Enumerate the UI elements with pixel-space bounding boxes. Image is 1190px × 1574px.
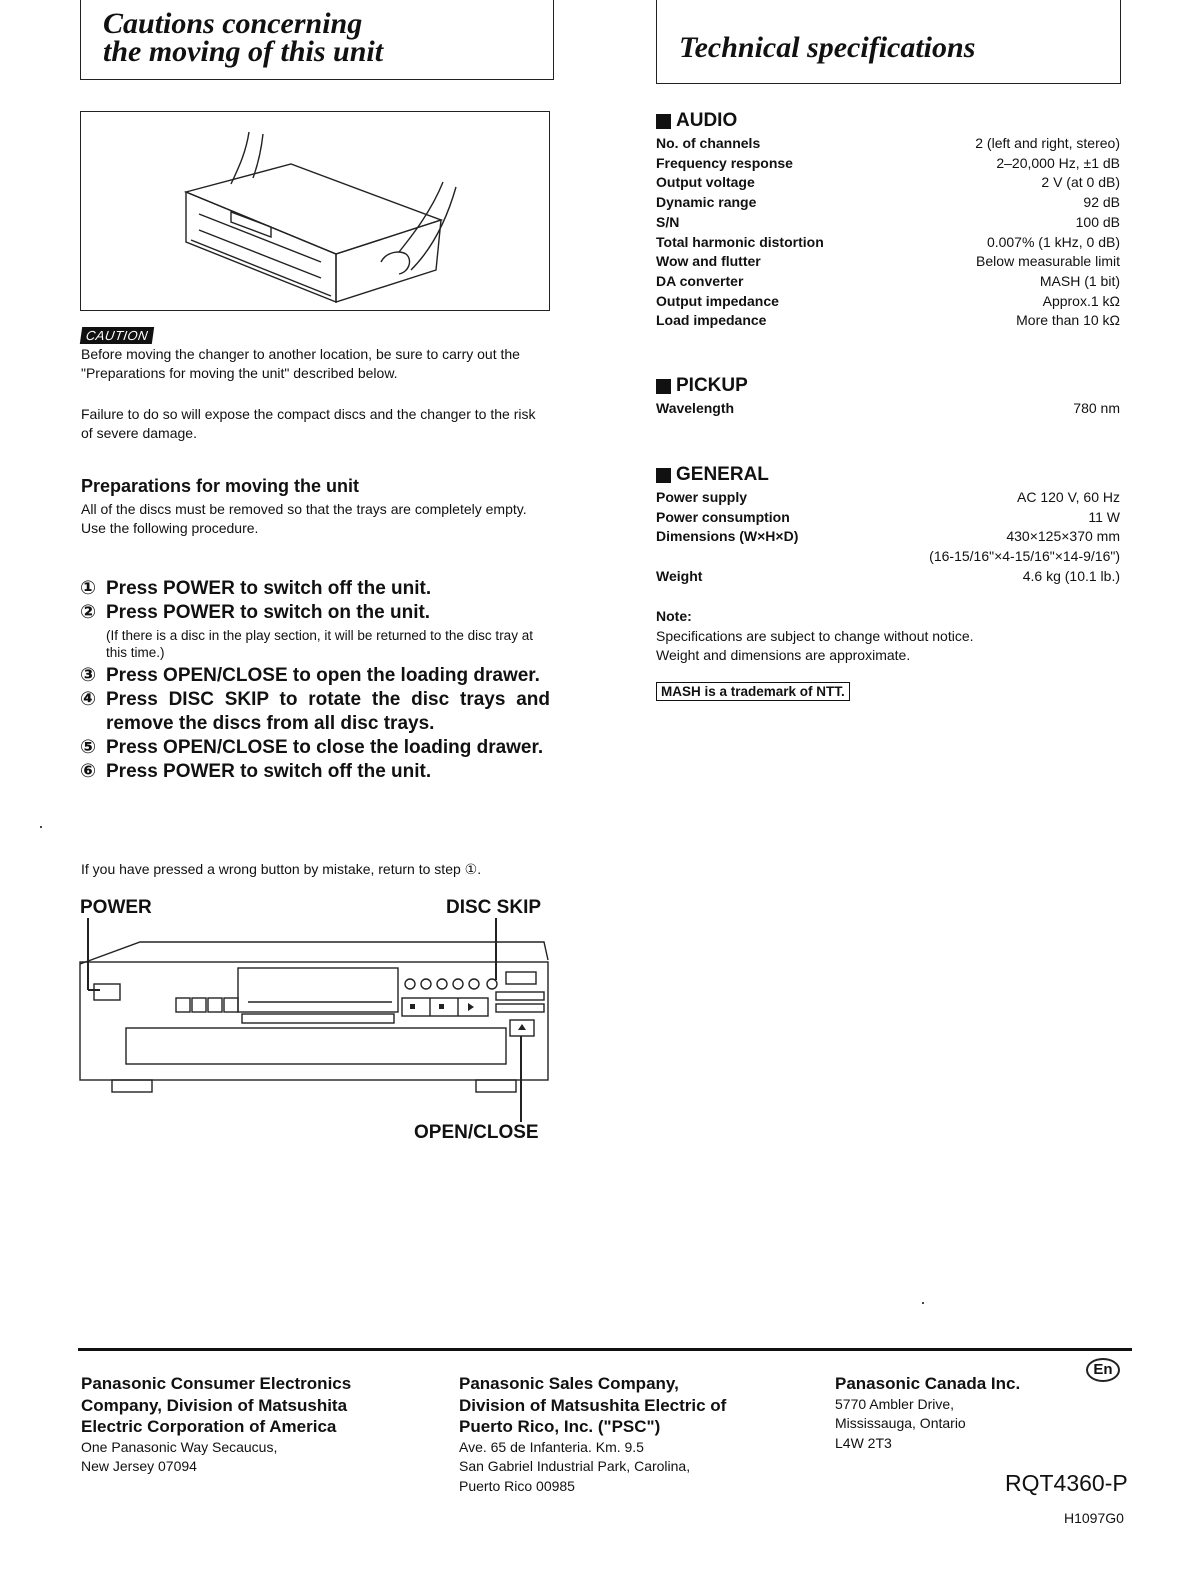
spec-value: 92 dB [1083,194,1120,211]
spec-row [656,567,1120,587]
step-2-note: (If there is a disc in the play section, it will be returned to the disc tray at this time.) [106,628,533,660]
spec-label: Output voltage [656,174,755,191]
step-5 [80,736,550,760]
spec-label: Wow and flutter [656,253,761,270]
square-bullet-icon [656,379,671,394]
trademark-box: MASH is a trademark of NTT. [656,682,850,701]
spec-label: Power supply [656,489,748,505]
note-block [656,607,974,666]
spec-value: 100 dB [1075,213,1120,230]
procedure-steps [80,577,550,784]
spec-label: Output impedance [656,292,779,309]
footer-rule [78,1348,1132,1351]
front-panel-drawing [76,918,556,1128]
company-name-line: Company, Division of Matsushita [81,1395,348,1415]
prep-title: Preparations for moving the unit [81,476,360,496]
spec-row [656,488,1120,508]
failure-text: Failure to do so will expose the compact discs and the changer to the risk of severe damage. [81,406,536,441]
caution-text: Before moving the changer to another location, be sure to carry out the "Preparations for moving the unit" described below. [81,346,520,381]
carrying-unit-drawing [81,112,548,309]
spec-row [656,213,1120,233]
company-name-line: Panasonic Sales Company, [459,1374,679,1393]
spec-row [656,527,1120,547]
general-title-text: GENERAL [676,464,769,485]
step-2 [80,601,550,625]
scan-speck [922,1302,924,1304]
square-bullet-icon [656,468,671,483]
step-6 [80,760,550,784]
spec-row [656,173,1120,193]
spec-value: 430×125×370 mm [1006,528,1120,545]
address-line: Mississauga, Ontario [835,1415,966,1431]
address-line: Puerto Rico 00985 [459,1477,575,1494]
specs-heading: Technical specifications [679,31,976,64]
audio-specs [656,110,1120,331]
general-title [656,464,1120,486]
prep-description [81,500,551,538]
spec-label: Weight [656,567,703,584]
mistake-text: If you have pressed a wrong button by mistake, return to step ①. [81,861,482,877]
spec-value: Below measurable limit [976,253,1120,270]
pickup-title [656,375,1120,397]
spec-row [656,193,1120,213]
spec-row [656,233,1120,253]
prep-desc-line1: All of the discs must be removed so that the trays are completely empty. [81,501,527,517]
spec-label: Load impedance [656,312,767,329]
spec-value: More than 10 kΩ [1016,312,1120,329]
general-specs [656,464,1120,587]
spec-value: 780 nm [1073,400,1120,416]
step-text: Press POWER to switch off the unit. [106,761,432,782]
note-title: Note: [656,608,692,624]
spec-value: 4.6 kg (10.1 lb.) [1022,567,1120,584]
spec-value: 2–20,000 Hz, ±1 dB [996,154,1120,171]
spec-row [656,399,1120,419]
spec-row [656,292,1120,312]
right-section-heading [656,0,1121,84]
spec-value: AC 120 V, 60 Hz [1017,489,1120,505]
company-name-line: Panasonic Consumer Electronics [81,1374,352,1393]
pickup-specs [656,375,1120,419]
spec-label: S/N [656,213,680,230]
step-number: ③ [80,665,97,686]
disc-skip-label: DISC SKIP [446,897,542,918]
spec-label: Power consumption [656,508,790,525]
language-badge: En [1086,1358,1120,1382]
spec-value: 2 (left and right, stereo) [975,135,1120,151]
company-name-line: Division of Matsushita Electric of [459,1395,727,1415]
step-number: ① [80,578,97,599]
spec-label: Total harmonic distortion [656,233,824,250]
scan-speck [40,826,42,828]
spec-row [656,272,1120,292]
caution-badge: CAUTION [80,327,154,344]
address-line: Ave. 65 de Infanteria. Km. 9.5 [459,1438,644,1455]
audio-title-text: AUDIO [676,110,738,131]
spec-value: 2 V (at 0 dB) [1041,174,1120,191]
left-heading-line2: the moving of this unit [103,35,384,68]
spec-label: Frequency response [656,154,793,171]
step-1 [80,577,550,601]
step-number: ② [80,602,97,623]
step-text: Press OPEN/CLOSE to open the loading drawer. [106,665,540,686]
step-3 [80,664,550,688]
dimensions-inches: (16-15/16"×4-15/16"×14-9/16") [929,548,1120,565]
spec-label: Dimensions (W×H×D) [656,528,799,545]
step-text: Press POWER to switch off the unit. [106,578,432,599]
address-panasonic-canada [835,1373,1020,1453]
spec-label: Wavelength [656,400,735,416]
prep-desc-line2: Use the following procedure. [81,520,259,536]
address-panasonic-america [81,1373,351,1477]
spec-label: Dynamic range [656,194,757,211]
address-line: One Panasonic Way Secaucus, [81,1438,278,1455]
left-section-heading [80,0,554,80]
note-line2: Weight and dimensions are approximate. [656,647,911,663]
step-number: ④ [80,689,97,710]
spec-row [656,134,1120,154]
step-text: Press DISC SKIP to rotate the disc trays and remove the discs from all disc trays. [106,689,550,734]
left-heading-line1: Cautions concerning [103,7,363,40]
step-4 [80,688,550,736]
step-number: ⑤ [80,737,97,758]
front-panel-diagram [76,918,556,1128]
square-bullet-icon [656,114,671,129]
note-line1: Specifications are subject to change without notice. [656,627,974,644]
power-label: POWER [80,897,152,918]
company-name-line: Panasonic Canada Inc. [835,1374,1021,1393]
company-name-line: Electric Corporation of America [81,1417,337,1436]
spec-value: Approx.1 kΩ [1042,292,1120,309]
spec-row [656,508,1120,528]
step-text: Press POWER to switch on the unit. [106,602,431,623]
address-line: New Jersey 07094 [81,1458,197,1474]
model-code: RQT4360-P [1005,1470,1128,1496]
spec-value: 11 W [1088,508,1120,525]
address-line: San Gabriel Industrial Park, Carolina, [459,1458,691,1474]
spec-label: No. of channels [656,135,761,151]
address-line: L4W 2T3 [835,1434,892,1451]
spec-row [656,154,1120,174]
carrying-unit-illustration [80,111,550,311]
spec-row [656,252,1120,272]
address-panasonic-puerto-rico [459,1373,726,1496]
address-line: 5770 Ambler Drive, [835,1395,955,1412]
step-number: ⑥ [80,761,97,782]
print-code: H1097G0 [1064,1510,1124,1526]
company-name-line: Puerto Rico, Inc. ("PSC") [459,1417,661,1436]
audio-title [656,110,1120,132]
pickup-title-text: PICKUP [676,375,748,396]
step-text: Press OPEN/CLOSE to close the loading drawer. [106,737,544,758]
spec-value: 0.007% (1 kHz, 0 dB) [986,233,1120,250]
spec-value: MASH (1 bit) [1039,272,1120,289]
spec-label: DA converter [656,272,744,289]
open-close-label: OPEN/CLOSE [414,1122,539,1143]
spec-row [656,311,1120,331]
